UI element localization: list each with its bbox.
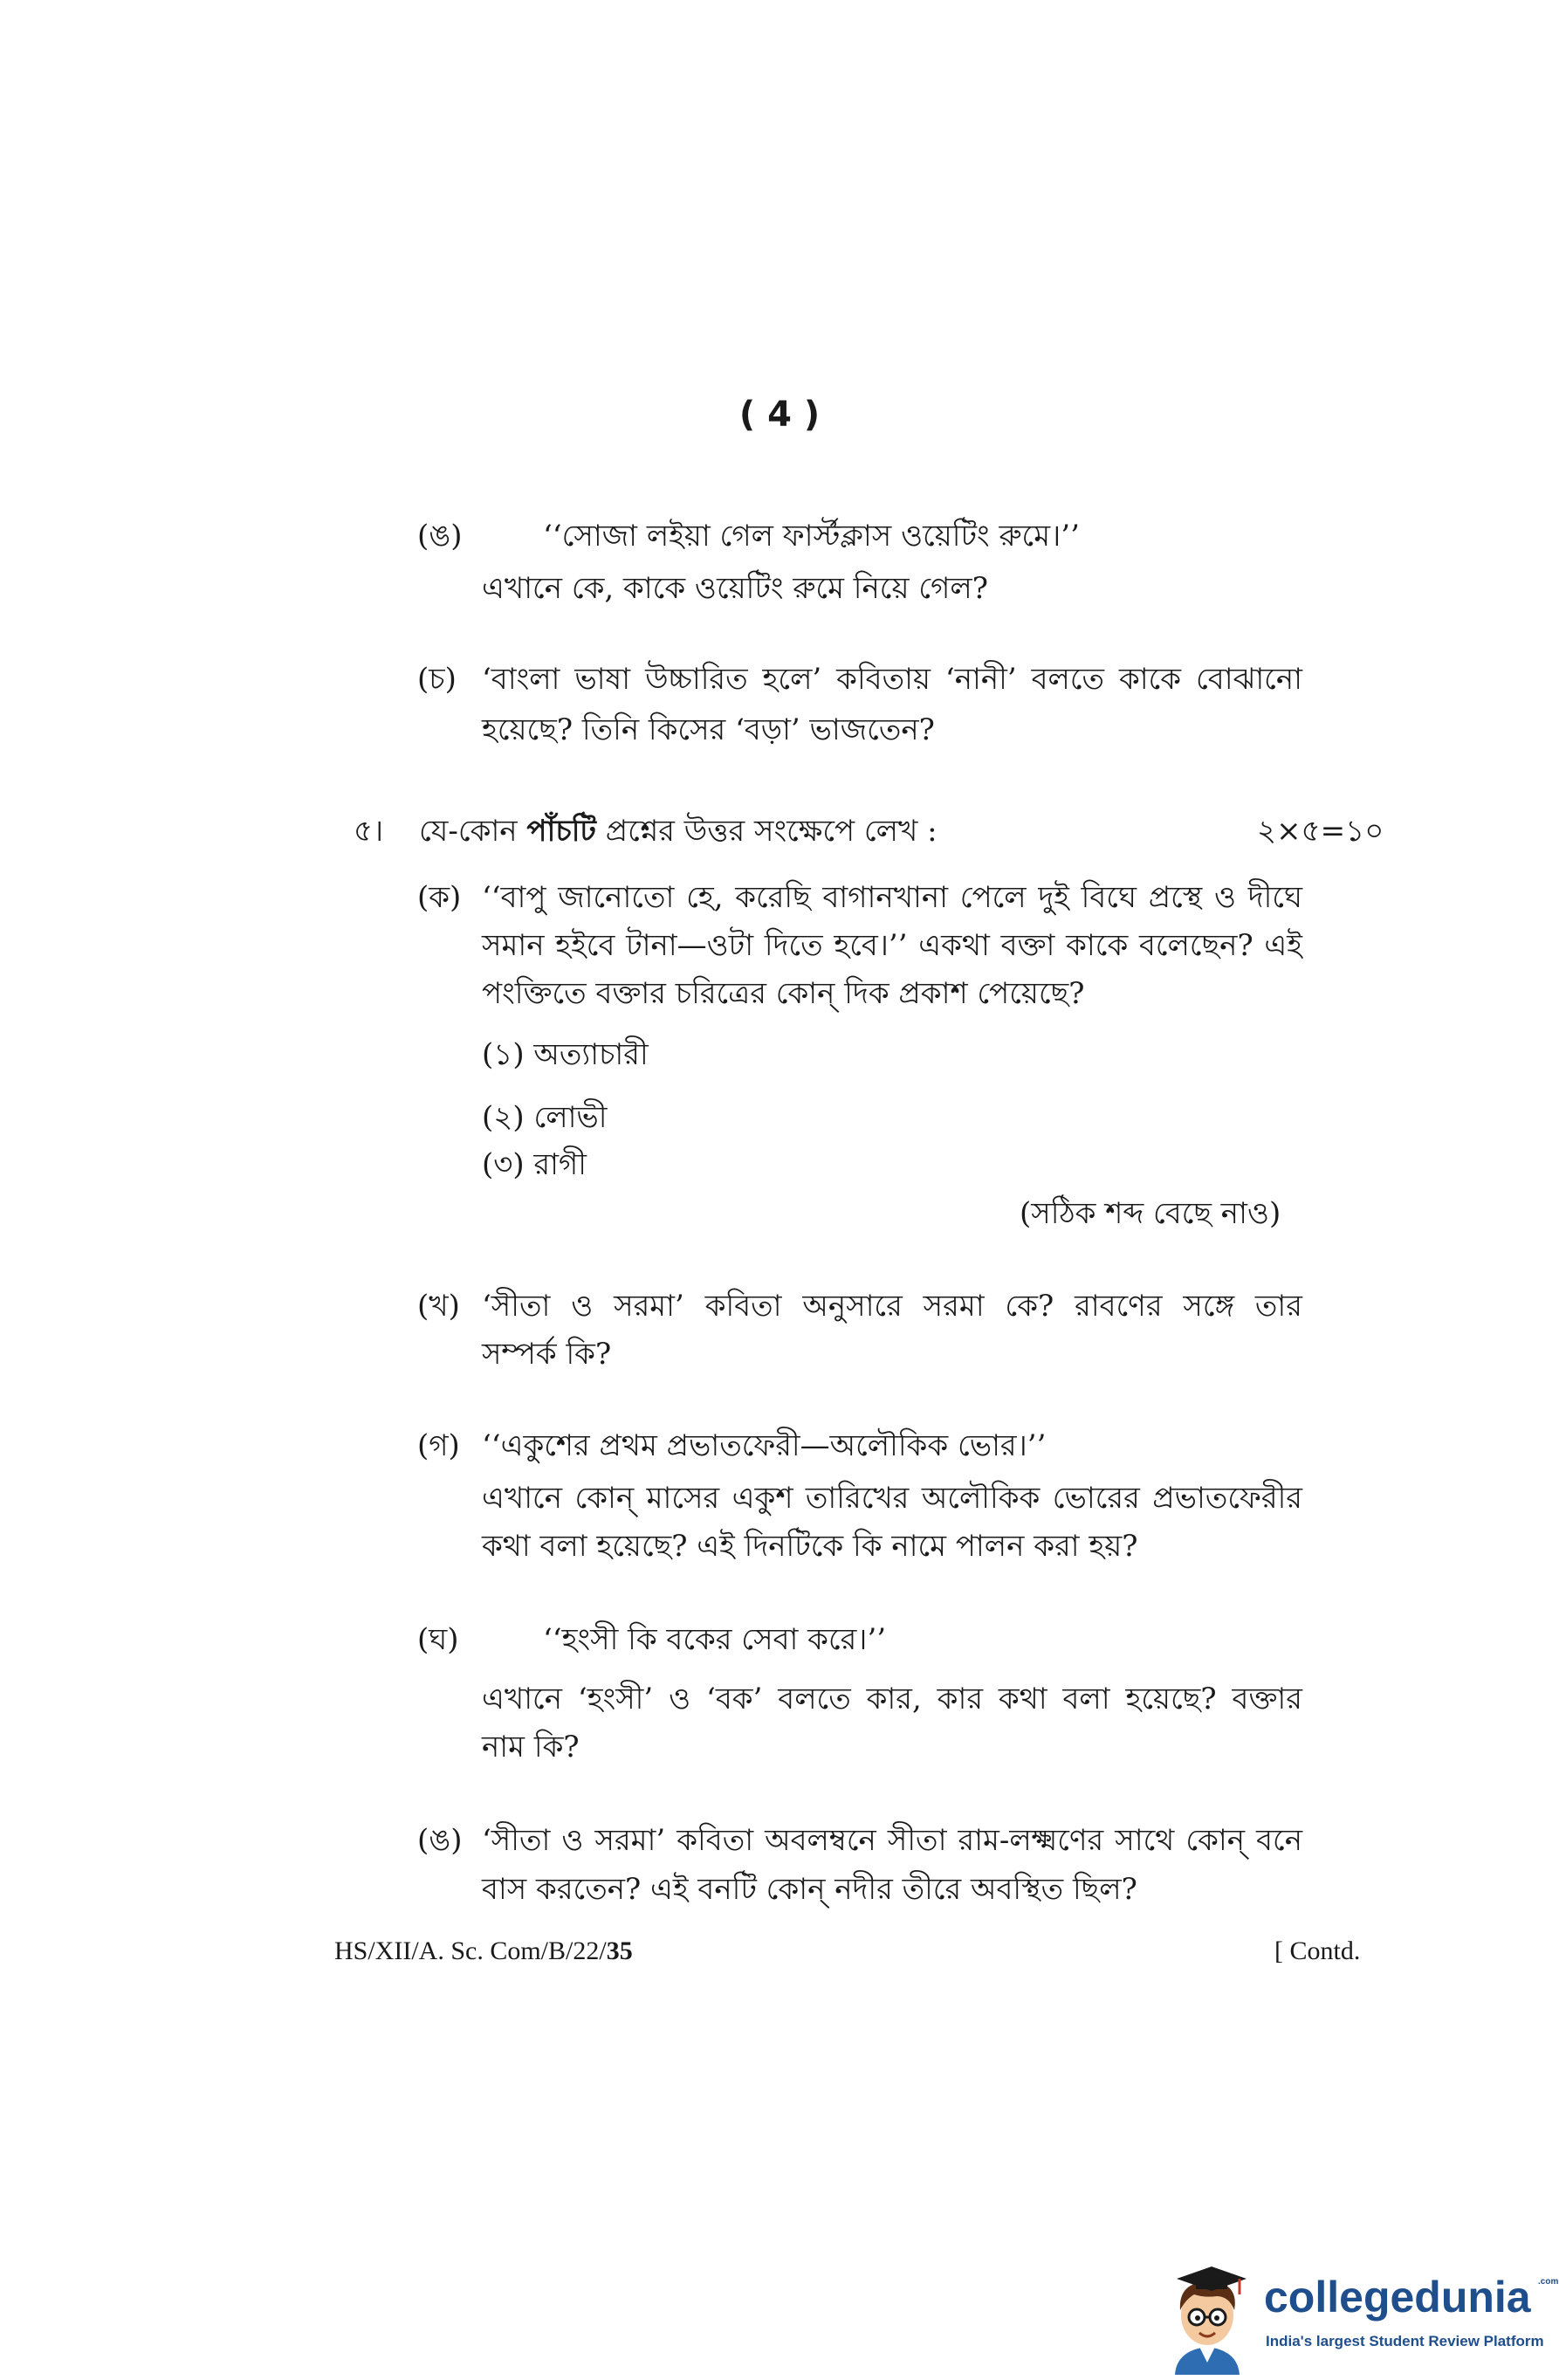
q5-ka-option-1: (১) অত্যাচারী [482, 1037, 649, 1072]
q5-nga-line1: ‘সীতা ও সরমা’ কবিতা অবলম্বনে সীতা রাম-লক্ষ্মণের সাথে কোন্ বনে [482, 1823, 1302, 1858]
q5-gha-line2: নাম কি? [482, 1730, 580, 1764]
q5-instruction-pre: যে-কোন [419, 814, 518, 849]
q5-nga-label: (ঙ) [417, 1823, 463, 1858]
q5-kha-line1: ‘সীতা ও সরমা’ কবিতা অনুসারে সরমা কে? রাবণের সঙ্গে তার [482, 1289, 1302, 1324]
paper-code-bold: 35 [606, 1936, 633, 1965]
logo-tagline: India's largest Student Review Platform [1266, 2333, 1544, 2349]
q5-nga-line2: বাস করতেন? এই বনটি কোন্ নদীর তীরে অবস্থিত ছিল? [482, 1872, 1137, 1907]
q4-cha-label: (চ) [417, 662, 457, 697]
q4-cha-line1: ‘বাংলা ভাষা উচ্চারিত হলে’ কবিতায় ‘নানী’ বলতে কাকে বোঝানো [482, 662, 1302, 697]
q5-ka-option-2: (২) লোভী [482, 1100, 608, 1135]
q5-instruction-post: প্রশ্নের উত্তর সংক্ষেপে লেখ : [605, 814, 937, 849]
q5-marks: ২×৫=১০ [1257, 814, 1384, 849]
q5-ka-note: (সঠিক শব্দ বেছে নাও) [1020, 1196, 1281, 1231]
q5-kha-line2: সম্পর্ক কি? [482, 1337, 612, 1372]
collegedunia-logo [1159, 2253, 1559, 2375]
q5-gha-label: (ঘ) [417, 1622, 459, 1657]
q5-ga-quote: ‘‘একুশের প্রথম প্রভাতফেরী—অলৌকিক ভোর।’’ [482, 1428, 1047, 1463]
contd-marker: [ Contd. [1274, 1936, 1361, 1965]
q4-nga-label: (ঙ) [417, 519, 463, 554]
q5-ka-line2: সমান হইবে টানা—ওটা দিতে হবে।’’ একথা বক্তা কাকে বলেছেন? এই [482, 928, 1302, 963]
q4-cha-line2: হয়েছে? তিনি কিসের ‘বড়া’ ভাজতেন? [482, 712, 935, 747]
q5-gha-line1: এখানে ‘হংসী’ ও ‘বক’ বলতে কার, কার কথা বলা হয়েছে? বক্তার [482, 1682, 1302, 1716]
paper-code [334, 1936, 633, 1966]
q5-instruction-bold: পাঁচটি [526, 814, 596, 849]
q5-ga-line1: এখানে কোন্ মাসের একুশ তারিখের অলৌকিক ভোরের প্রভাতফেরীর [482, 1481, 1302, 1516]
q5-gha-quote: ‘‘হংসী কি বকের সেবা করে।’’ [543, 1622, 887, 1657]
q4-nga-quote: ‘‘সোজা লইয়া গেল ফার্স্টক্লাস ওয়েটিং রুমে।’’ [543, 519, 1080, 554]
paper-code-prefix: HS/XII/A. Sc. Com/B/22/ [334, 1936, 607, 1965]
q5-kha-label: (খ) [417, 1289, 460, 1324]
q5-ka-line3: পংক্তিতে বক্তার চরিত্রের কোন্ দিক প্রকাশ পেয়েছে? [482, 976, 1085, 1011]
q5-number: ৫। [354, 814, 384, 849]
logo-wordmark: collegedunia [1264, 2273, 1531, 2322]
q5-ka-label: (ক) [417, 880, 462, 915]
q5-ka-line1: ‘‘বাপু জানোতো হে, করেছি বাগানখানা পেলে দুই বিঘে প্রস্থে ও দীঘে [482, 880, 1302, 915]
q4-nga-question: এখানে কে, কাকে ওয়েটিং রুমে নিয়ে গেল? [482, 571, 988, 606]
q5-ga-label: (গ) [417, 1428, 460, 1463]
logo-dotcom: .com [1538, 2277, 1559, 2287]
q5-instruction [419, 808, 937, 858]
page-number: ( 4 ) [738, 395, 821, 435]
q5-ka-option-3: (৩) রাগী [482, 1147, 587, 1182]
q5-ga-line2: কথা বলা হয়েছে? এই দিনটিকে কি নামে পালন করা হয়? [482, 1529, 1138, 1564]
student-mascot-icon [1159, 2253, 1255, 2375]
